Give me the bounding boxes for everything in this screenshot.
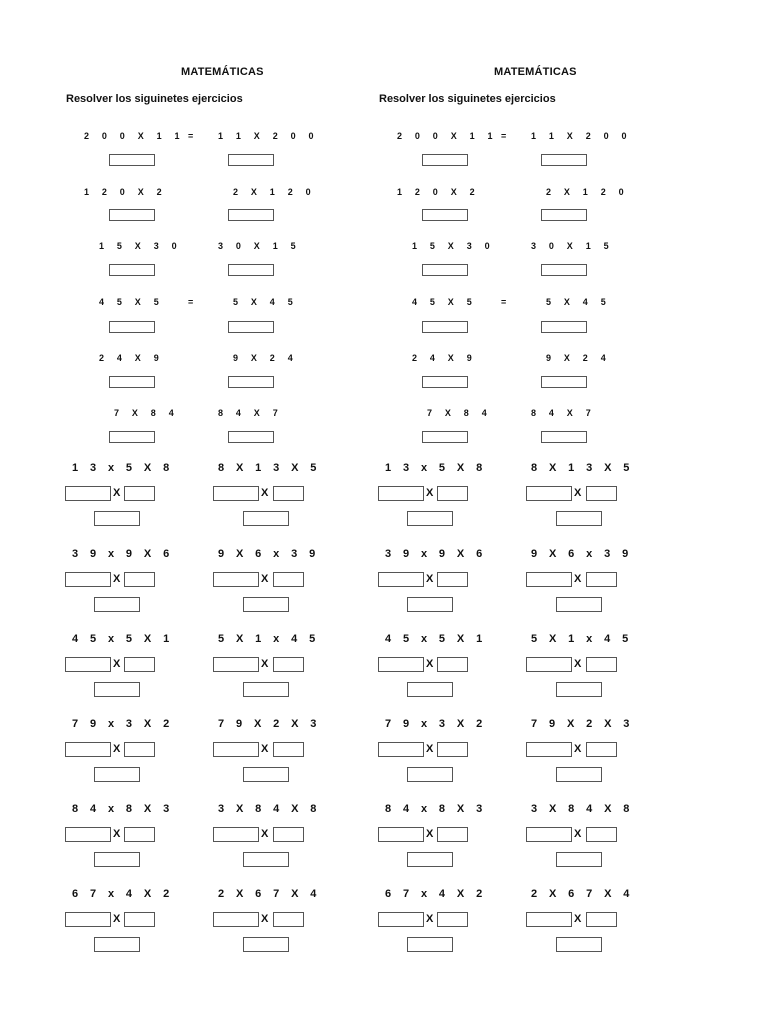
factor-box[interactable] bbox=[124, 912, 155, 927]
exercise-right-expression: 2 X 6 7 X 4 bbox=[218, 888, 321, 900]
multiply-sign: X bbox=[261, 913, 269, 925]
result-box[interactable] bbox=[243, 852, 289, 867]
multiply-sign: X bbox=[574, 913, 582, 925]
exercise-right-expression: 8 4 X 7 bbox=[218, 408, 283, 418]
factor-box[interactable] bbox=[586, 742, 617, 757]
multiply-sign: X bbox=[426, 743, 434, 755]
result-box[interactable] bbox=[94, 767, 140, 782]
exercise-right-expression: 3 X 8 4 X 8 bbox=[218, 803, 321, 815]
factor-box[interactable] bbox=[526, 657, 572, 672]
answer-box[interactable] bbox=[422, 264, 468, 276]
answer-box[interactable] bbox=[109, 431, 155, 443]
exercise-left-expression: 7 9 x 3 X 2 bbox=[385, 718, 487, 730]
factor-box[interactable] bbox=[437, 486, 468, 501]
multiply-sign: X bbox=[574, 828, 582, 840]
multiply-sign: X bbox=[113, 573, 121, 585]
equals-sign: = bbox=[188, 131, 194, 141]
factor-box[interactable] bbox=[213, 486, 259, 501]
result-box[interactable] bbox=[243, 511, 289, 526]
factor-box[interactable] bbox=[586, 486, 617, 501]
factor-box[interactable] bbox=[378, 486, 424, 501]
result-box[interactable] bbox=[407, 937, 453, 952]
answer-box[interactable] bbox=[109, 209, 155, 221]
multiply-sign: X bbox=[426, 828, 434, 840]
exercise-left-expression: 4 5 X 5 bbox=[99, 297, 164, 307]
exercise-right-expression: 8 X 1 3 X 5 bbox=[531, 462, 634, 474]
factor-box[interactable] bbox=[124, 742, 155, 757]
result-box[interactable] bbox=[94, 597, 140, 612]
factor-box[interactable] bbox=[124, 572, 155, 587]
result-box[interactable] bbox=[94, 852, 140, 867]
exercise-left-expression: 1 2 0 X 2 bbox=[84, 187, 167, 197]
exercise-right-expression: 9 X 6 x 3 9 bbox=[531, 548, 633, 560]
equals-sign: = bbox=[501, 297, 507, 307]
result-box[interactable] bbox=[407, 682, 453, 697]
factor-box[interactable] bbox=[526, 912, 572, 927]
factor-box[interactable] bbox=[124, 657, 155, 672]
factor-box[interactable] bbox=[65, 912, 111, 927]
factor-box[interactable] bbox=[213, 572, 259, 587]
result-box[interactable] bbox=[407, 511, 453, 526]
answer-box[interactable] bbox=[228, 321, 274, 333]
exercise-left-expression: 2 0 0 X 1 1 bbox=[397, 131, 498, 141]
multiply-sign: X bbox=[426, 658, 434, 670]
exercise-right-expression: 7 9 X 2 X 3 bbox=[531, 718, 634, 730]
factor-box[interactable] bbox=[586, 572, 617, 587]
exercise-left-expression: 4 5 x 5 X 1 bbox=[72, 633, 174, 645]
factor-box[interactable] bbox=[273, 572, 304, 587]
multiply-sign: X bbox=[426, 573, 434, 585]
factor-box[interactable] bbox=[437, 742, 468, 757]
exercise-left-expression: 2 4 X 9 bbox=[412, 353, 477, 363]
result-box[interactable] bbox=[556, 937, 602, 952]
factor-box[interactable] bbox=[65, 827, 111, 842]
worksheet-title: MATEMÁTICAS bbox=[181, 66, 264, 78]
multiply-sign: X bbox=[113, 743, 121, 755]
answer-box[interactable] bbox=[541, 431, 587, 443]
exercise-right-expression: 9 X 6 x 3 9 bbox=[218, 548, 320, 560]
factor-box[interactable] bbox=[273, 486, 304, 501]
factor-box[interactable] bbox=[586, 657, 617, 672]
exercise-right-expression: 7 9 X 2 X 3 bbox=[218, 718, 321, 730]
result-box[interactable] bbox=[407, 767, 453, 782]
answer-box[interactable] bbox=[541, 154, 587, 166]
exercise-left-expression: 8 4 x 8 X 3 bbox=[72, 803, 174, 815]
factor-box[interactable] bbox=[273, 742, 304, 757]
exercise-left-expression: 2 0 0 X 1 1 bbox=[84, 131, 185, 141]
exercise-right-expression: 8 X 1 3 X 5 bbox=[218, 462, 321, 474]
exercise-left-expression: 1 2 0 X 2 bbox=[397, 187, 480, 197]
answer-box[interactable] bbox=[422, 209, 468, 221]
factor-box[interactable] bbox=[273, 657, 304, 672]
result-box[interactable] bbox=[407, 852, 453, 867]
answer-box[interactable] bbox=[109, 154, 155, 166]
factor-box[interactable] bbox=[273, 827, 304, 842]
multiply-sign: X bbox=[574, 743, 582, 755]
factor-box[interactable] bbox=[437, 912, 468, 927]
factor-box[interactable] bbox=[437, 657, 468, 672]
factor-box[interactable] bbox=[124, 827, 155, 842]
result-box[interactable] bbox=[556, 597, 602, 612]
factor-box[interactable] bbox=[526, 827, 572, 842]
multiply-sign: X bbox=[113, 658, 121, 670]
multiply-sign: X bbox=[113, 913, 121, 925]
factor-box[interactable] bbox=[124, 486, 155, 501]
result-box[interactable] bbox=[243, 597, 289, 612]
exercise-left-expression: 1 5 X 3 0 bbox=[412, 241, 495, 251]
multiply-sign: X bbox=[426, 487, 434, 499]
exercise-right-expression: 1 1 X 2 0 0 bbox=[218, 131, 319, 141]
exercise-right-expression: 5 X 1 x 4 5 bbox=[218, 633, 320, 645]
factor-box[interactable] bbox=[273, 912, 304, 927]
factor-box[interactable] bbox=[65, 486, 111, 501]
answer-box[interactable] bbox=[541, 264, 587, 276]
factor-box[interactable] bbox=[378, 912, 424, 927]
multiply-sign: X bbox=[113, 487, 121, 499]
exercise-right-expression: 5 X 1 x 4 5 bbox=[531, 633, 633, 645]
exercise-left-expression: 2 4 X 9 bbox=[99, 353, 164, 363]
exercise-right-expression: 3 X 8 4 X 8 bbox=[531, 803, 634, 815]
exercise-right-expression: 5 X 4 5 bbox=[233, 297, 298, 307]
result-box[interactable] bbox=[243, 682, 289, 697]
exercise-right-expression: 2 X 6 7 X 4 bbox=[531, 888, 634, 900]
exercise-left-expression: 3 9 x 9 X 6 bbox=[385, 548, 487, 560]
answer-box[interactable] bbox=[228, 154, 274, 166]
answer-box[interactable] bbox=[228, 376, 274, 388]
factor-box[interactable] bbox=[437, 572, 468, 587]
exercise-left-expression: 1 3 x 5 X 8 bbox=[72, 462, 174, 474]
answer-box[interactable] bbox=[422, 154, 468, 166]
factor-box[interactable] bbox=[65, 657, 111, 672]
factor-box[interactable] bbox=[378, 572, 424, 587]
exercise-left-expression: 7 X 8 4 bbox=[427, 408, 492, 418]
multiply-sign: X bbox=[261, 828, 269, 840]
multiply-sign: X bbox=[261, 658, 269, 670]
factor-box[interactable] bbox=[586, 827, 617, 842]
result-box[interactable] bbox=[94, 937, 140, 952]
answer-box[interactable] bbox=[422, 431, 468, 443]
equals-sign: = bbox=[188, 297, 194, 307]
multiply-sign: X bbox=[261, 573, 269, 585]
exercise-right-expression: 9 X 2 4 bbox=[546, 353, 611, 363]
answer-box[interactable] bbox=[109, 264, 155, 276]
exercise-left-expression: 6 7 x 4 X 2 bbox=[72, 888, 174, 900]
result-box[interactable] bbox=[94, 511, 140, 526]
answer-box[interactable] bbox=[228, 209, 274, 221]
factor-box[interactable] bbox=[213, 827, 259, 842]
factor-box[interactable] bbox=[65, 572, 111, 587]
exercise-left-expression: 6 7 x 4 X 2 bbox=[385, 888, 487, 900]
multiply-sign: X bbox=[574, 573, 582, 585]
exercise-left-expression: 3 9 x 9 X 6 bbox=[72, 548, 174, 560]
exercise-right-expression: 5 X 4 5 bbox=[546, 297, 611, 307]
exercise-left-expression: 8 4 x 8 X 3 bbox=[385, 803, 487, 815]
instructions-text: Resolver los siguinetes ejercicios bbox=[379, 93, 556, 105]
exercise-left-expression: 4 5 x 5 X 1 bbox=[385, 633, 487, 645]
instructions-text: Resolver los siguinetes ejercicios bbox=[66, 93, 243, 105]
answer-box[interactable] bbox=[228, 264, 274, 276]
factor-box[interactable] bbox=[526, 742, 572, 757]
exercise-right-expression: 2 X 1 2 0 bbox=[546, 187, 629, 197]
result-box[interactable] bbox=[556, 682, 602, 697]
exercise-left-expression: 4 5 X 5 bbox=[412, 297, 477, 307]
factor-box[interactable] bbox=[378, 742, 424, 757]
answer-box[interactable] bbox=[541, 376, 587, 388]
exercise-left-expression: 7 9 x 3 X 2 bbox=[72, 718, 174, 730]
exercise-right-expression: 3 0 X 1 5 bbox=[218, 241, 301, 251]
factor-box[interactable] bbox=[213, 912, 259, 927]
answer-box[interactable] bbox=[422, 321, 468, 333]
multiply-sign: X bbox=[261, 487, 269, 499]
result-box[interactable] bbox=[94, 682, 140, 697]
multiply-sign: X bbox=[574, 487, 582, 499]
factor-box[interactable] bbox=[213, 657, 259, 672]
worksheet-title: MATEMÁTICAS bbox=[494, 66, 577, 78]
exercise-left-expression: 1 3 x 5 X 8 bbox=[385, 462, 487, 474]
result-box[interactable] bbox=[556, 767, 602, 782]
answer-box[interactable] bbox=[541, 321, 587, 333]
exercise-left-expression: 1 5 X 3 0 bbox=[99, 241, 182, 251]
answer-box[interactable] bbox=[109, 321, 155, 333]
exercise-right-expression: 2 X 1 2 0 bbox=[233, 187, 316, 197]
exercise-right-expression: 8 4 X 7 bbox=[531, 408, 596, 418]
factor-box[interactable] bbox=[526, 486, 572, 501]
answer-box[interactable] bbox=[422, 376, 468, 388]
multiply-sign: X bbox=[574, 658, 582, 670]
factor-box[interactable] bbox=[437, 827, 468, 842]
answer-box[interactable] bbox=[109, 376, 155, 388]
factor-box[interactable] bbox=[378, 827, 424, 842]
result-box[interactable] bbox=[407, 597, 453, 612]
equals-sign: = bbox=[501, 131, 507, 141]
factor-box[interactable] bbox=[586, 912, 617, 927]
exercise-right-expression: 1 1 X 2 0 0 bbox=[531, 131, 632, 141]
factor-box[interactable] bbox=[526, 572, 572, 587]
result-box[interactable] bbox=[556, 852, 602, 867]
multiply-sign: X bbox=[261, 743, 269, 755]
factor-box[interactable] bbox=[65, 742, 111, 757]
result-box[interactable] bbox=[243, 767, 289, 782]
multiply-sign: X bbox=[113, 828, 121, 840]
factor-box[interactable] bbox=[378, 657, 424, 672]
answer-box[interactable] bbox=[541, 209, 587, 221]
result-box[interactable] bbox=[556, 511, 602, 526]
multiply-sign: X bbox=[426, 913, 434, 925]
answer-box[interactable] bbox=[228, 431, 274, 443]
exercise-left-expression: 7 X 8 4 bbox=[114, 408, 179, 418]
exercise-right-expression: 9 X 2 4 bbox=[233, 353, 298, 363]
exercise-right-expression: 3 0 X 1 5 bbox=[531, 241, 614, 251]
result-box[interactable] bbox=[243, 937, 289, 952]
factor-box[interactable] bbox=[213, 742, 259, 757]
